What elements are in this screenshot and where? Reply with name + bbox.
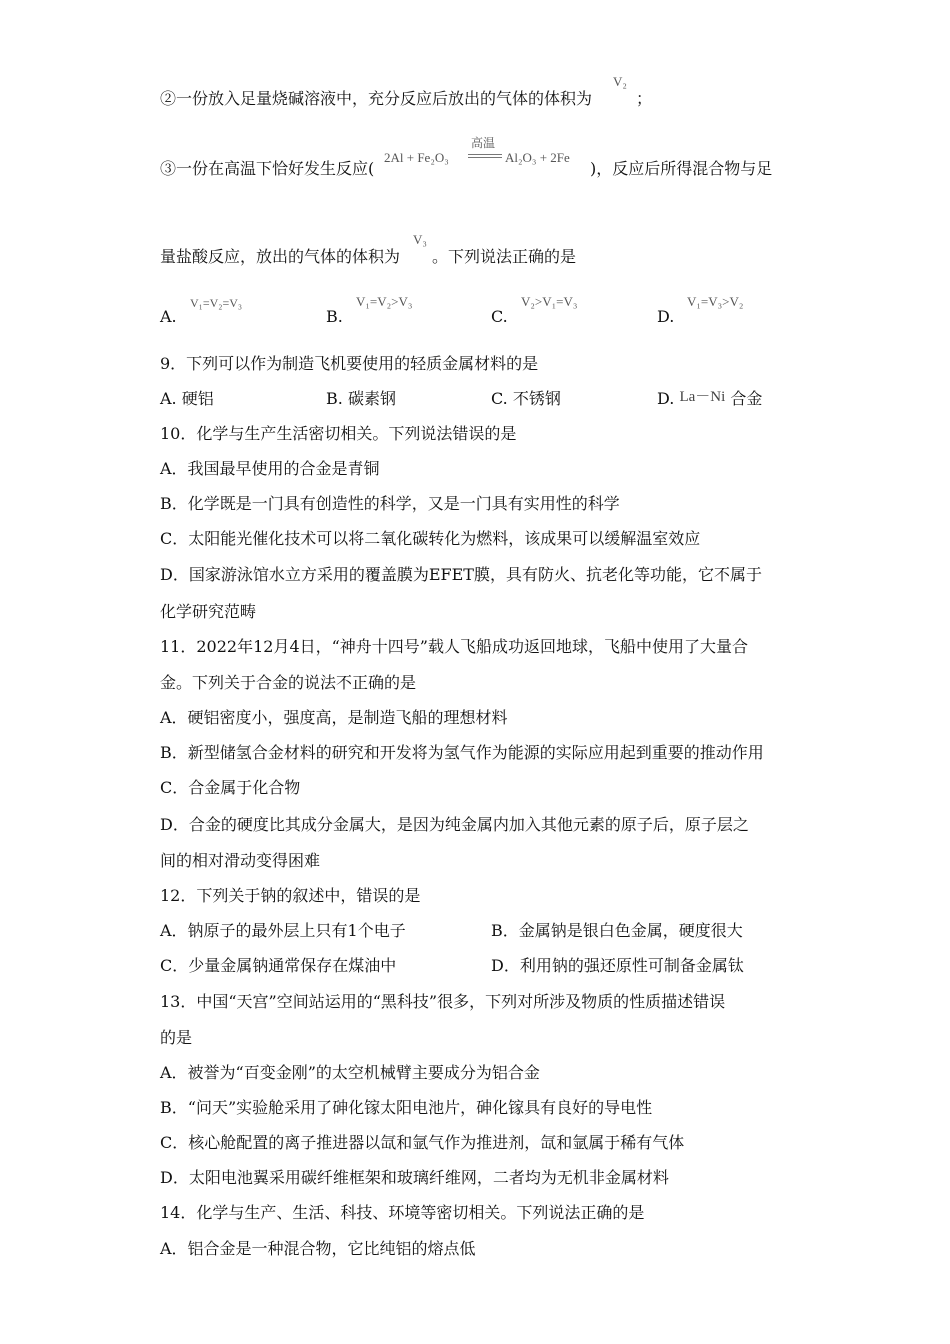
q8-option-a-label: A. — [160, 307, 177, 326]
q8-option-b-expr: V₁=V₂>V₃ — [356, 294, 413, 309]
q8-option-d-label: D. — [657, 307, 675, 326]
q8-item3: ③一份在高温下恰好发生反应( — [160, 159, 375, 178]
q11-stem-cont: 金。下列关于合金的说法不正确的是 — [160, 673, 417, 692]
q11-option-d: D．合金的硬度比其成分金属大，是因为纯金属内加入其他元素的原子后，原子层之 — [160, 815, 749, 834]
q10-option-c: C．太阳能光催化技术可以将二氧化碳转化为燃料，该成果可以缓解温室效应 — [160, 529, 701, 548]
q13-option-c: C．核心舱配置的离子推进器以氙和氩气作为推进剂，氙和氩属于稀有气体 — [160, 1133, 685, 1152]
q9-option-d-formula: La－Ni — [679, 389, 726, 405]
q8-eq-left: 2Al + Fe₂O₃ — [384, 150, 449, 165]
q10-stem: 10．化学与生产生活密切相关。下列说法错误的是 — [160, 424, 517, 443]
q13-stem-cont: 的是 — [160, 1028, 193, 1047]
q9-option-b: B. 碳素钢 — [326, 389, 396, 408]
q10-option-a: A．我国最早使用的合金是青铜 — [160, 459, 380, 478]
q13-option-b: B．“问天”实验舱采用了砷化镓太阳电池片，砷化镓具有良好的导电性 — [160, 1098, 653, 1117]
q8-eq-right: Al₂O₃ + 2Fe — [505, 150, 570, 165]
q11-option-b: B．新型储氢合金材料的研究和开发将为氢气作为能源的实际应用起到重要的推动作用 — [160, 743, 764, 762]
q12-option-d: D．利用钠的强还原性可制备金属钛 — [491, 956, 744, 975]
q8-option-d-expr: V₁=V₃>V₂ — [687, 294, 744, 309]
q12-option-b: B．金属钠是银白色金属，硬度很大 — [491, 921, 743, 940]
q9-option-a: A. 硬铝 — [160, 389, 214, 408]
q8-item3-tail: )，反应后所得混合物与足 — [590, 159, 773, 178]
q8-eq-condition: 高温 — [471, 136, 496, 150]
q9-stem: 9．下列可以作为制造飞机要使用的轻质金属材料的是 — [160, 354, 539, 373]
q12-option-c: C．少量金属钠通常保存在煤油中 — [160, 956, 397, 975]
q8-item2-var: V₂ — [613, 74, 627, 89]
q10-option-d: D．国家游泳馆水立方采用的覆盖膜为EFET膜，具有防火、抗老化等功能，它不属于 — [160, 565, 762, 584]
q8-option-a-expr: V₁=V₂=V₃ — [190, 296, 243, 310]
q8-option-b-label: B. — [326, 307, 343, 326]
q8-line3-var: V₃ — [413, 232, 427, 247]
q13-stem: 13．中国“天宫”空间站运用的“黑科技”很多，下列对所涉及物质的性质描述错误 — [160, 992, 726, 1011]
q12-option-a: A．钠原子的最外层上只有1个电子 — [160, 921, 406, 940]
q10-option-d-cont: 化学研究范畴 — [160, 602, 257, 621]
q11-option-d-cont: 间的相对滑动变得困难 — [160, 851, 321, 870]
q8-item2-end: ； — [636, 89, 653, 108]
q11-option-a: A．硬铝密度小，强度高，是制造飞船的理想材料 — [160, 708, 508, 727]
q8-line3: 量盐酸反应，放出的气体的体积为 — [160, 247, 401, 266]
q8-line3-end: 。下列说法正确的是 — [432, 247, 577, 266]
q8-eq-arrow-top — [468, 154, 502, 155]
q14-option-a: A．铝合金是一种混合物，它比纯铝的熔点低 — [160, 1239, 476, 1258]
q11-stem: 11．2022年12月4日，“神舟十四号”载人飞船成功返回地球，飞船中使用了大量合 — [160, 637, 748, 656]
q8-option-c-label: C. — [491, 307, 508, 326]
q8-option-c-expr: V₂>V₁=V₃ — [521, 294, 578, 309]
q9-option-d: D. La－Ni 合金 — [657, 389, 763, 408]
q11-option-c: C．合金属于化合物 — [160, 778, 301, 797]
q14-stem: 14．化学与生产、生活、科技、环境等密切相关。下列说法正确的是 — [160, 1203, 645, 1222]
q8-eq-arrow-bottom — [468, 157, 502, 158]
q13-option-d: D．太阳电池翼采用碳纤维框架和玻璃纤维网，二者均为无机非金属材料 — [160, 1168, 669, 1187]
q13-option-a: A．被誉为“百变金刚”的太空机械臂主要成分为铝合金 — [160, 1063, 540, 1082]
q12-stem: 12．下列关于钠的叙述中，错误的是 — [160, 886, 421, 905]
q10-option-b: B．化学既是一门具有创造性的科学，又是一门具有实用性的科学 — [160, 494, 620, 513]
q9-option-c: C. 不锈钢 — [491, 389, 561, 408]
q8-item2: ②一份放入足量烧碱溶液中，充分反应后放出的气体的体积为 — [160, 89, 593, 108]
